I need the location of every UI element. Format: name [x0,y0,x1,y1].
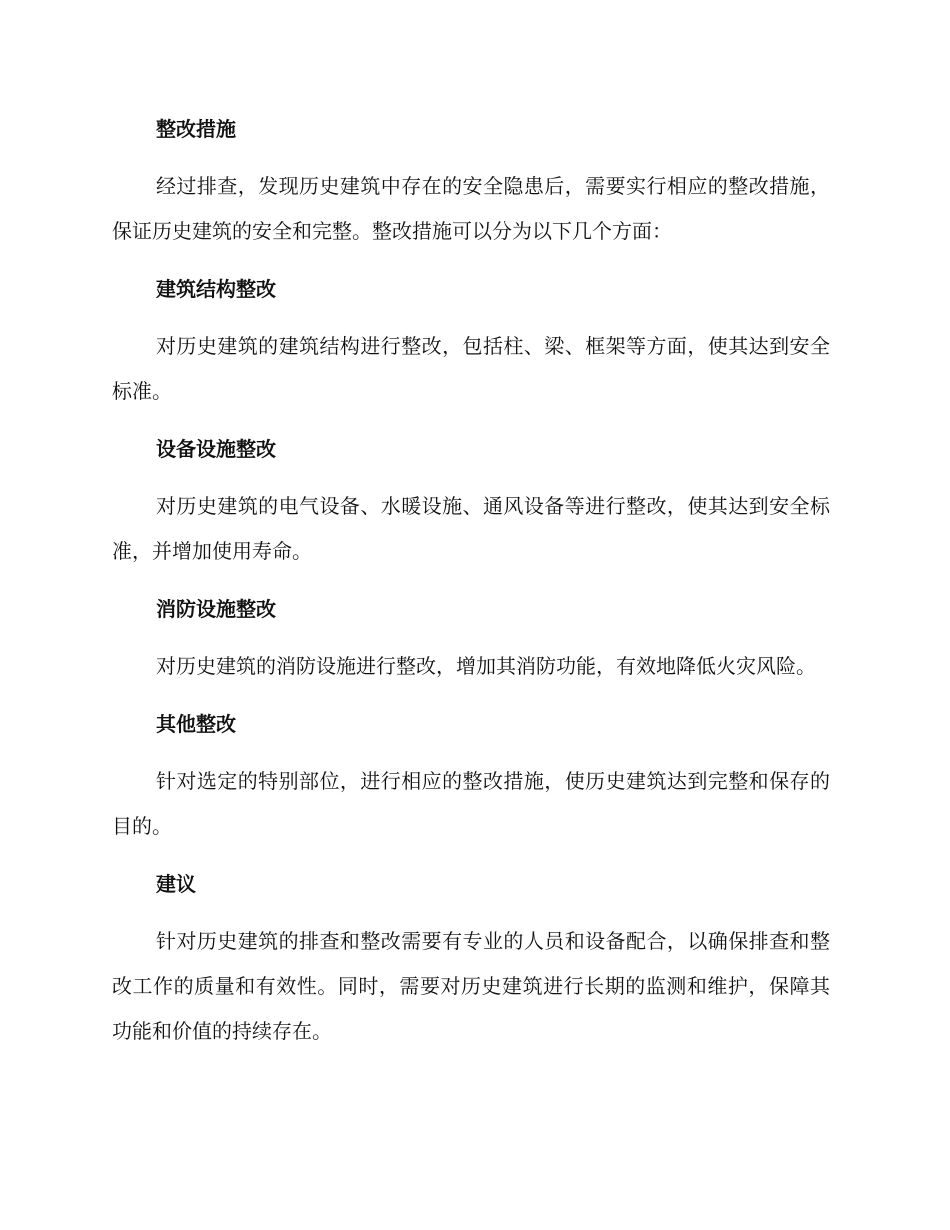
section-body-suggestions: 针对历史建筑的排查和整改需要有专业的人员和设备配合，以确保排查和整改工作的质量和有效性。同时，需要对历史建筑进行长期的监测和维护，保障其功能和价值的持续存在。 [112,929,830,1043]
section-body-other-rectification: 针对选定的特别部位，进行相应的整改措施，使历史建筑达到完整和保存的目的。 [112,769,830,838]
section-heading-rectification-measures: 整改措施 [156,117,236,141]
section-body-rectification-measures: 经过排查，发现历史建筑中存在的安全隐患后，需要实行相应的整改措施，保证历史建筑的安全和完整。整改措施可以分为以下几个方面： [112,174,830,243]
section-heading-equipment-rectification: 设备设施整改 [156,437,276,461]
section-heading-structure-rectification: 建筑结构整改 [156,277,276,301]
section-body-structure-rectification: 对历史建筑的建筑结构进行整改，包括柱、梁、框架等方面，使其达到安全标准。 [112,334,830,403]
section-body-fire-rectification: 对历史建筑的消防设施进行整改，增加其消防功能，有效地降低火灾风险。 [156,654,816,678]
section-heading-other-rectification: 其他整改 [156,712,236,736]
section-heading-suggestions: 建议 [156,872,196,896]
section-heading-fire-rectification: 消防设施整改 [156,597,276,621]
document-content [112,109,830,1054]
section-body-equipment-rectification: 对历史建筑的电气设备、水暖设施、通风设备等进行整改，使其达到安全标准，并增加使用寿命。 [112,494,830,563]
